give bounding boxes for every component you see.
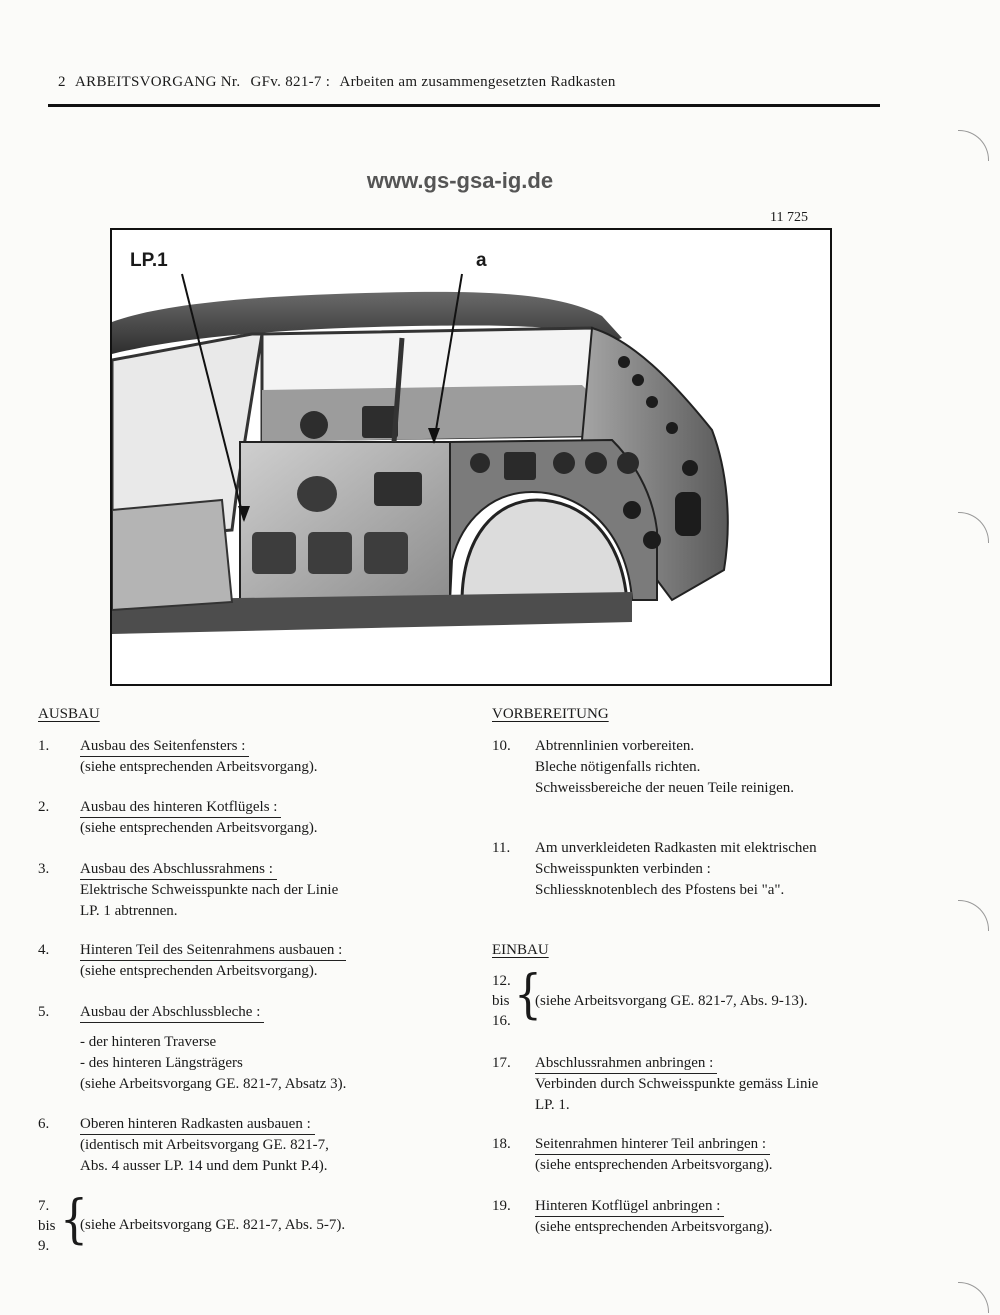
section-heading-einbau: EINBAU [492, 942, 549, 958]
figure-number: 11 725 [770, 210, 808, 225]
item-line: LP. 1 abtrennen. [80, 903, 178, 919]
punch-mark [958, 130, 989, 161]
header-rule [48, 104, 880, 107]
item-line: Elektrische Schweisspunkte nach der Linie [80, 882, 339, 898]
list-item [80, 736, 318, 778]
watermark-url: www.gs-gsa-ig.de [366, 168, 554, 193]
item-line: (siehe entsprechenden Arbeitsvorgang). [535, 1157, 773, 1173]
item-title: Seitenrahmen hinterer Teil anbringen : [535, 1135, 770, 1155]
item-line: (siehe entsprechenden Arbeitsvorgang). [80, 820, 318, 836]
range-bis: bis [38, 1218, 56, 1234]
range-text: (siehe Arbeitsvorgang GE. 821-7, Abs. 9-13). [535, 993, 808, 1009]
item-line: Abs. 4 ausser LP. 14 und dem Punkt P.4). [80, 1158, 328, 1174]
item-number: 10. [492, 738, 511, 754]
item-number: 19. [492, 1198, 511, 1214]
brace-icon: { [60, 1188, 88, 1250]
list-item [80, 859, 338, 922]
header-label: ARBEITSVORGANG Nr. [75, 74, 241, 90]
item-line: (identisch mit Arbeitsvorgang GE. 821-7, [80, 1137, 329, 1153]
item-number: 17. [492, 1055, 511, 1071]
range-to: 9. [38, 1238, 50, 1254]
list-item [535, 1134, 773, 1176]
range-from: 12. [492, 973, 511, 989]
operation-code: GFv. 821-7 : [250, 74, 331, 90]
rear-side-panel [240, 442, 450, 602]
item-title: Ausbau des Abschlussrahmens : [80, 860, 277, 880]
range-numbers [492, 971, 511, 1031]
item-title: Hinteren Kotflügel anbringen : [535, 1197, 724, 1217]
item-title: Hinteren Teil des Seitenrahmens ausbauen : [80, 941, 346, 961]
item-line: - des hinteren Längsträgers [80, 1055, 243, 1071]
item-number: 6. [38, 1116, 50, 1132]
item-number: 1. [38, 738, 50, 754]
header-title: Arbeiten am zusammengesetzten Radkasten [339, 74, 616, 90]
item-number: 3. [38, 861, 50, 877]
item-line: Verbinden durch Schweisspunkte gemäss Linie [535, 1076, 819, 1092]
list-item [80, 797, 318, 839]
item-number: 18. [492, 1136, 511, 1152]
callout-lp1: LP.1 [130, 250, 168, 271]
punch-mark [958, 1282, 989, 1313]
item-line: (siehe entsprechenden Arbeitsvorgang). [80, 759, 318, 775]
item-line: (siehe Arbeitsvorgang GE. 821-7, Absatz 3). [80, 1076, 347, 1092]
page-number: 2 [58, 74, 66, 90]
item-line: (siehe entsprechenden Arbeitsvorgang). [535, 1219, 773, 1235]
list-item [80, 1002, 264, 1023]
item-line: Abtrennlinien vorbereiten. [535, 738, 695, 754]
list-item [535, 838, 817, 901]
range-from: 7. [38, 1198, 50, 1214]
item-line: - der hinteren Traverse [80, 1034, 217, 1050]
section-heading-vorbereitung: VORBEREITUNG [492, 706, 609, 722]
item-line: (siehe entsprechenden Arbeitsvorgang). [80, 963, 318, 979]
punch-mark [958, 512, 989, 543]
item-title: Ausbau des Seitenfensters : [80, 737, 249, 757]
range-text: (siehe Arbeitsvorgang GE. 821-7, Abs. 5-7). [80, 1217, 346, 1233]
callout-a: a [476, 250, 487, 271]
item-line: Schliessknotenblech des Pfostens bei "a". [535, 882, 785, 898]
item-line: Schweisspunkten verbinden : [535, 861, 711, 877]
list-item-body [80, 1032, 346, 1095]
list-item [535, 1196, 773, 1238]
item-number: 2. [38, 799, 50, 815]
item-title: Ausbau des hinteren Kotflügels : [80, 798, 281, 818]
list-item [535, 736, 794, 799]
item-title: Ausbau der Abschlussbleche : [80, 1003, 264, 1023]
item-number: 5. [38, 1004, 50, 1020]
punch-mark [958, 900, 989, 931]
item-line: Bleche nötigenfalls richten. [535, 759, 701, 775]
item-number: 11. [492, 840, 511, 856]
car-body-photo [110, 228, 832, 686]
page-header [58, 74, 622, 91]
list-item [80, 1114, 329, 1177]
section-heading-ausbau: AUSBAU [38, 706, 100, 722]
item-number: 4. [38, 942, 50, 958]
item-line: Am unverkleideten Radkasten mit elektrischen [535, 840, 817, 856]
item-line: LP. 1. [535, 1097, 570, 1113]
range-to: 16. [492, 1013, 511, 1029]
item-title: Abschlussrahmen anbringen : [535, 1054, 717, 1074]
range-bis: bis [492, 993, 510, 1009]
range-numbers [38, 1196, 56, 1256]
item-title: Oberen hinteren Radkasten ausbauen : [80, 1115, 315, 1135]
car-body-illustration [112, 230, 830, 684]
floor-panel [112, 500, 232, 610]
list-item [80, 940, 346, 982]
list-item [535, 1053, 818, 1116]
brace-icon: { [514, 963, 542, 1025]
item-line: Schweissbereiche der neuen Teile reinigen. [535, 780, 794, 796]
